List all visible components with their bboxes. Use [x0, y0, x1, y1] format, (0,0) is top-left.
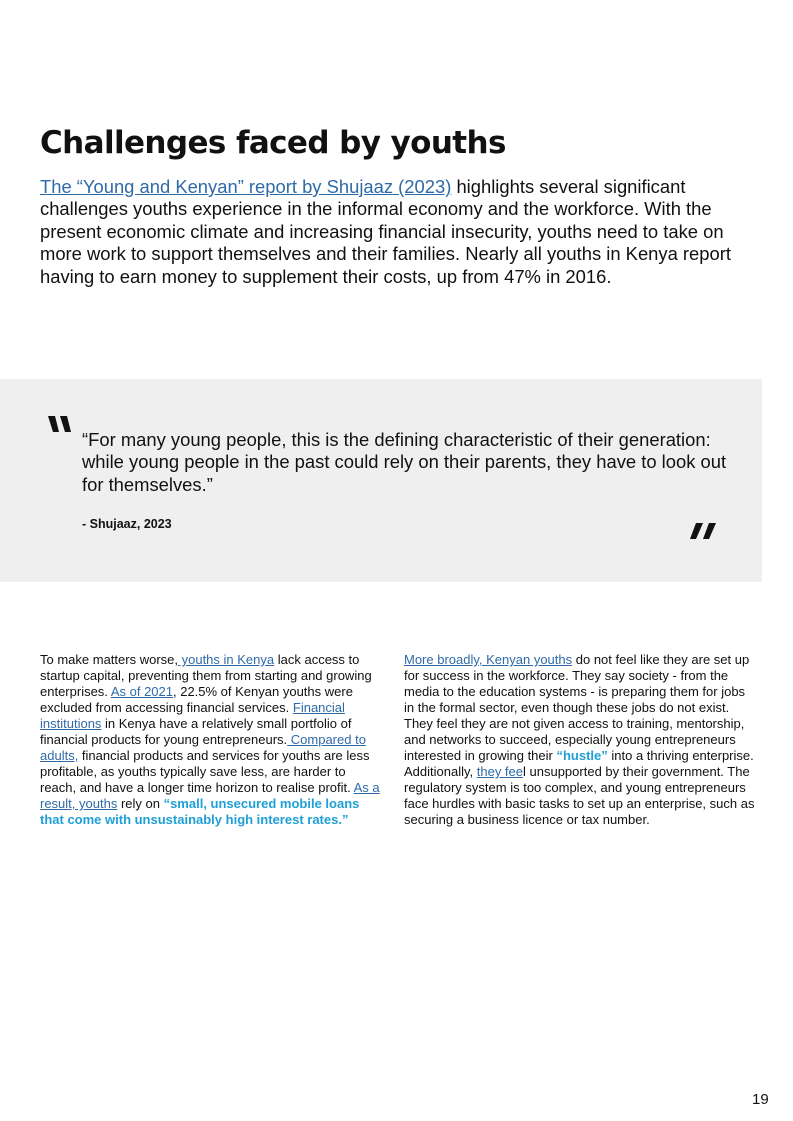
closing-quote-icon	[689, 520, 717, 542]
opening-quote-icon	[46, 413, 74, 435]
right-text-1: do not feel like they are set up for success in the workforce. They say society - from the media to the education systems - is preparing them for jobs in the formal sector, even though these jobs do not exist. They feel they are not given access to training, mentorship, and networks to succeed, especially young entrepreneurs interested in growing their	[404, 652, 750, 763]
quote-text: “For many young people, this is the defining characteristic of their generation: while young people in the past could rely on their parents, they have to look out for themselves.”	[82, 429, 727, 495]
right-column-paragraph	[404, 652, 756, 828]
intro-text: highlights several significant challenges youths experience in the informal economy and the workforce. With the present economic climate and increasing financial insecurity, youths need to take on more work to support themselves and their families. Nearly all youths in Kenya report having to earn money to supplement their costs, up from 47% in 2016.	[40, 176, 731, 287]
quote-attribution: - Shujaaz, 2023	[82, 517, 172, 531]
page-number: 19	[752, 1091, 769, 1108]
hustle-highlight: “hustle”	[556, 748, 608, 763]
left-text-1: To make matters worse,	[40, 652, 178, 667]
section-heading: Challenges faced by youths	[40, 125, 506, 161]
they-feel-link[interactable]: they fee	[476, 764, 524, 779]
right-text-3: l unsupported by their government. The regulatory system is too complex, and young entrepreneurs face hurdles with basic tasks to set up an enterprise, such as securing a business licence or tax number.	[404, 764, 755, 827]
intro-paragraph	[40, 176, 755, 288]
shujaaz-report-link[interactable]: The “Young and Kenyan” report by Shujaaz (2023)	[40, 176, 452, 197]
financial-institutions-link[interactable]: Financial institutions	[40, 700, 345, 731]
as-a-result-youths-link[interactable]: As a result, youths	[40, 780, 380, 811]
left-text-5: financial products and services for youths are less profitable, as youths typically save less, are harder to reach, and have a longer time horizon to realise profit.	[40, 748, 370, 795]
left-text-2: lack access to startup capital, preventing them from starting and growing enterprises.	[40, 652, 372, 699]
youths-in-kenya-link[interactable]: youths in Kenya	[178, 652, 275, 667]
as-of-2021-link[interactable]: As of 2021	[110, 684, 173, 699]
compared-to-adults-link[interactable]: Compared to adults,	[40, 732, 366, 763]
left-text-6: rely on	[117, 796, 164, 811]
left-text-3: , 22.5% of Kenyan youths were excluded from accessing financial services.	[40, 684, 353, 715]
mobile-loans-highlight: “small, unsecured mobile loans that come with unsustainably high interest rates.”	[40, 796, 360, 827]
quote-box	[0, 379, 762, 582]
left-column-paragraph	[40, 652, 385, 828]
left-text-4: in Kenya have a relatively small portfolio of financial products for young entrepreneurs.	[40, 716, 352, 747]
right-text-2: into a thriving enterprise. Additionally,	[404, 748, 754, 779]
more-broadly-kenyan-youths-link[interactable]: More broadly, Kenyan youths	[404, 652, 573, 667]
